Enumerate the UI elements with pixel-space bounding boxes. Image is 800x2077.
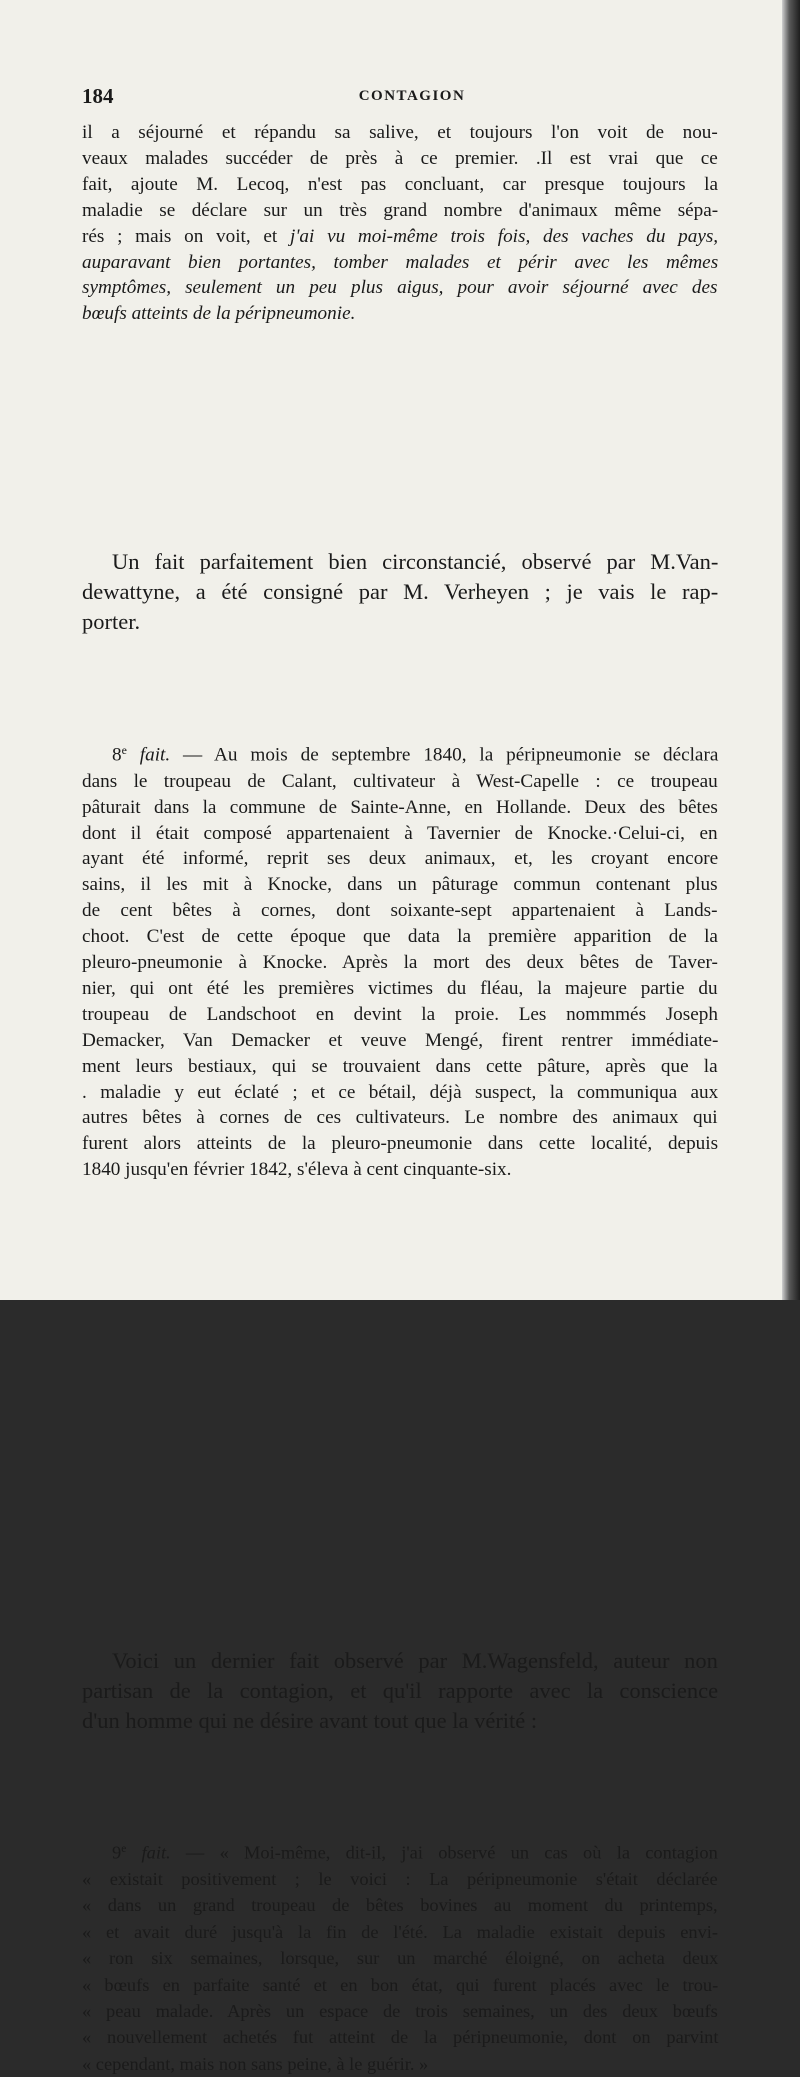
text-line: Un fait parfaitement bien circonstancié, observé par M.Van- (112, 549, 719, 575)
paragraph-4 (82, 1646, 718, 1736)
text-line: . maladie y eut éclaté ; et ce bétail, déjà suspect, la communiqua aux (82, 1081, 719, 1103)
fact-number: 9 (112, 1842, 122, 1863)
text-line: pâturait dans la commune de Sainte-Anne, en Hollande. Deux des bêtes (82, 796, 718, 818)
text-line: choot. C'est de cette époque que data la première apparition de la (82, 926, 718, 948)
text-line: « nouvellement achetés fut atteint de la péripneumonie, dont on parvint (82, 2027, 719, 2048)
text-line: autres bêtes à cornes de ces cultivateurs. Le nombre des animaux qui (82, 1107, 718, 1129)
fact-label: fait. (141, 1842, 171, 1863)
text-line: nier, qui ont été les premières victimes du fléau, la majeure partie du (82, 977, 718, 999)
text-line: furent alors atteints de la pleuro-pneumonie dans cette localité, depuis (82, 1133, 719, 1155)
text-line: de cent bêtes à cornes, dont soixante-sept appartenaient à Lands- (82, 900, 718, 922)
text-line: porter. (82, 609, 141, 635)
text-line (82, 224, 718, 250)
text-span: rés ; mais on voit, et (82, 225, 290, 247)
text-line: troupeau de Landschoot en devint la proie. Les nommmés Joseph (82, 1003, 718, 1025)
text-line: auparavant bien portantes, tomber malades et périr avec les mêmes (82, 251, 719, 273)
page-number: 184 (82, 84, 114, 108)
text-line: d'un homme qui ne désire avant tout que la vérité : (82, 1708, 538, 1734)
text-line: ayant été informé, reprit ses deux animaux, et, les croyant encore (82, 848, 719, 870)
paragraph-3 (82, 738, 718, 1183)
fact-number: 8 (112, 744, 122, 766)
text-line: partisan de la contagion, et qu'il rapporte avec la conscience (82, 1678, 719, 1704)
text-line: fait, ajoute M. Lecoq, n'est pas concluant, car presque toujours la (82, 173, 718, 195)
text-line (82, 738, 718, 768)
text-line: « ron six semaines, lorsque, sur un marché éloigné, on acheta deux (82, 1948, 719, 1969)
text-line: dont il était composé appartenaient à Tavernier de Knocke.·Celui-ci, en (82, 822, 718, 844)
text-line: « et avait duré jusqu'à la fin de l'été. La maladie existait depuis envi- (82, 1921, 719, 1942)
text-line: « existait positivement ; le voici : La péripneumonie s'était déclarée (82, 1868, 718, 1889)
paragraph-1 (82, 120, 718, 327)
text-line: bœufs atteints de la péripneumonie. (82, 303, 356, 325)
text-span: — Au mois de septembre 1840, la péripneumonie se déclara (170, 744, 719, 766)
text-line: sains, il les mit à Knocke, dans un pâturage commun contenant plus (82, 874, 718, 896)
text-line: ment leurs bestiaux, qui se trouvaient dans cette pâture, après que la (82, 1055, 718, 1077)
text-span: — « Moi-même, dit-il, j'ai observé un cas où la contagion (170, 1842, 718, 1863)
text-line: « peau malade. Après un espace de trois semaines, un des deux bœufs (82, 2000, 718, 2021)
text-line (82, 1836, 718, 1866)
paragraph-2 (82, 547, 718, 637)
superscript: e (121, 743, 127, 758)
book-gutter-shadow (782, 0, 800, 1300)
text-line: Voici un dernier fait observé par M.Wagensfeld, auteur non (112, 1648, 718, 1674)
superscript: e (121, 1843, 127, 1856)
text-line: pleuro-pneumonie à Knocke. Après la mort des deux bêtes de Taver- (82, 952, 718, 974)
text-line: « bœufs en parfaite santé et en bon état, qui furent placés avec le trou- (82, 1974, 719, 1995)
fact-label: fait. (139, 744, 171, 766)
paragraph-5 (82, 1836, 718, 2077)
text-line: symptômes, seulement un peu plus aigus, pour avoir séjourné avec des (82, 277, 718, 299)
text-line: « cependant, mais non sans peine, à le guérir. » (82, 2053, 429, 2074)
italic-span: j'ai vu moi-même trois fois, des vaches du pays, (289, 225, 719, 247)
text-line: maladie se déclare sur un très grand nombre d'animaux même sépa- (82, 199, 719, 221)
page-header (82, 84, 742, 114)
text-line: veaux malades succéder de près à ce premier. .Il est vrai que ce (82, 147, 718, 169)
text-line: Demacker, Van Demacker et veuve Mengé, firent rentrer immédiate- (82, 1029, 719, 1051)
text-line: il a séjourné et répandu sa salive, et toujours l'on voit de nou- (82, 122, 718, 143)
running-title: CONTAGION (358, 88, 466, 104)
text-line: dewattyne, a été consigné par M. Verheyen ; je vais le rap- (82, 579, 719, 605)
text-line: dans le troupeau de Calant, cultivateur à West-Capelle : ce troupeau (82, 770, 718, 792)
text-line: « dans un grand troupeau de bêtes bovines au moment du printemps, (82, 1895, 718, 1916)
text-line: 1840 jusqu'en février 1842, s'éleva à cent cinquante-six. (82, 1159, 512, 1181)
